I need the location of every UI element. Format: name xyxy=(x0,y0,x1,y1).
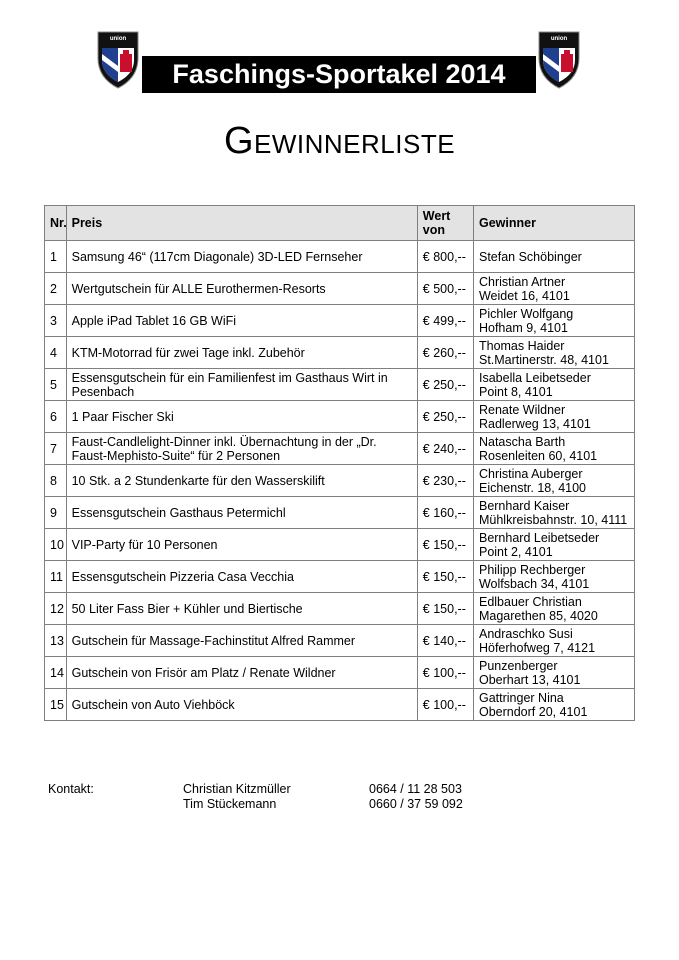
title-initial: G xyxy=(223,120,255,162)
cell-preis: Samsung 46“ (117cm Diagonale) 3D-LED Fernseher xyxy=(66,241,417,273)
cell-nr: 7 xyxy=(45,433,67,465)
cell-wert: € 250,-- xyxy=(417,401,473,433)
cell-wert: € 500,-- xyxy=(417,273,473,305)
cell-gewinner xyxy=(473,561,634,593)
table-row xyxy=(45,593,635,625)
logo-text: union xyxy=(109,36,127,42)
cell-wert: € 230,-- xyxy=(417,465,473,497)
cell-wert: € 499,-- xyxy=(417,305,473,337)
winner-name: Gattringer Nina xyxy=(478,690,564,705)
table-row xyxy=(45,689,635,721)
cell-preis: Gutschein von Auto Viehböck xyxy=(66,689,417,721)
cell-wert: € 150,-- xyxy=(417,529,473,561)
winner-address: Rosenleiten 60, 4101 xyxy=(478,448,598,463)
header-wert: Wert von xyxy=(417,206,473,241)
winner-address: St.Martinerstr. 48, 4101 xyxy=(478,352,609,367)
cell-nr: 5 xyxy=(45,369,67,401)
cell-wert: € 160,-- xyxy=(417,497,473,529)
cell-nr: 9 xyxy=(45,497,67,529)
cell-nr: 13 xyxy=(45,625,67,657)
cell-gewinner xyxy=(473,625,634,657)
table-row xyxy=(45,625,635,657)
table-header-row xyxy=(45,206,635,241)
winner-name: Andraschko Susi xyxy=(478,626,573,641)
winners-table-body xyxy=(45,241,635,721)
winner-name: Edlbauer Christian xyxy=(478,594,582,609)
cell-preis: 10 Stk. a 2 Stundenkarte für den Wasserskilift xyxy=(66,465,417,497)
contact-name: Christian Kitzmüller xyxy=(183,782,291,796)
title-rest: EWINNERLISTE xyxy=(254,129,456,159)
header-gewinner: Gewinner xyxy=(473,206,634,241)
cell-wert: € 100,-- xyxy=(417,689,473,721)
contact-phone: 0660 / 37 59 092 xyxy=(369,797,463,811)
cell-gewinner xyxy=(473,465,634,497)
winner-address: Höferhofweg 7, 4121 xyxy=(478,640,596,655)
table-row xyxy=(45,369,635,401)
table-row xyxy=(45,465,635,497)
cell-gewinner xyxy=(473,657,634,689)
cell-gewinner xyxy=(473,369,634,401)
table-row xyxy=(45,497,635,529)
cell-preis: Faust-Candlelight-Dinner inkl. Übernachtung in der „Dr. Faust-Mephisto-Suite“ für 2 Personen xyxy=(66,433,417,465)
winner-name: Bernhard Kaiser xyxy=(478,498,570,513)
winner-name: Christian Artner xyxy=(478,274,566,289)
cell-wert: € 100,-- xyxy=(417,657,473,689)
table-row xyxy=(45,401,635,433)
winner-name: Philipp Rechberger xyxy=(478,562,586,577)
header-nr: Nr. xyxy=(45,206,67,241)
cell-nr: 15 xyxy=(45,689,67,721)
page-title xyxy=(0,120,679,163)
winner-name: Bernhard Leibetseder xyxy=(478,530,600,545)
cell-preis: Essensgutschein Pizzeria Casa Vecchia xyxy=(66,561,417,593)
cell-preis: Gutschein von Frisör am Platz / Renate Wildner xyxy=(66,657,417,689)
cell-nr: 8 xyxy=(45,465,67,497)
cell-preis: 50 Liter Fass Bier + Kühler und Biertische xyxy=(66,593,417,625)
table-row xyxy=(45,657,635,689)
table-row xyxy=(45,561,635,593)
winner-address: Point 2, 4101 xyxy=(478,544,553,559)
cell-preis: Gutschein für Massage-Fachinstitut Alfred Rammer xyxy=(66,625,417,657)
winner-name: Thomas Haider xyxy=(478,338,565,353)
cell-nr: 2 xyxy=(45,273,67,305)
winner-address: Point 8, 4101 xyxy=(478,384,553,399)
table-row xyxy=(45,529,635,561)
table-row xyxy=(45,241,635,273)
cell-gewinner xyxy=(473,241,634,273)
table-row xyxy=(45,433,635,465)
cell-preis: Apple iPad Tablet 16 GB WiFi xyxy=(66,305,417,337)
cell-wert: € 800,-- xyxy=(417,241,473,273)
table-row xyxy=(45,337,635,369)
svg-text:union: union xyxy=(550,36,568,42)
cell-nr: 4 xyxy=(45,337,67,369)
winner-address: Hofham 9, 4101 xyxy=(478,320,568,335)
cell-wert: € 150,-- xyxy=(417,593,473,625)
winner-name: Natascha Barth xyxy=(478,434,566,449)
winner-name: Punzenberger xyxy=(478,658,558,673)
winners-table xyxy=(44,205,635,721)
cell-preis: KTM-Motorrad für zwei Tage inkl. Zubehör xyxy=(66,337,417,369)
cell-gewinner xyxy=(473,593,634,625)
cell-nr: 10 xyxy=(45,529,67,561)
winner-address: Oberhart 13, 4101 xyxy=(478,672,581,687)
union-club-logo xyxy=(537,28,581,90)
cell-preis: VIP-Party für 10 Personen xyxy=(66,529,417,561)
cell-wert: € 260,-- xyxy=(417,337,473,369)
cell-nr: 14 xyxy=(45,657,67,689)
cell-wert: € 140,-- xyxy=(417,625,473,657)
winner-name: Isabella Leibetseder xyxy=(478,370,591,385)
cell-gewinner xyxy=(473,497,634,529)
cell-wert: € 150,-- xyxy=(417,561,473,593)
table-row xyxy=(45,273,635,305)
contact-phones xyxy=(369,782,463,812)
winner-name: Pichler Wolfgang xyxy=(478,306,574,321)
winner-address: Wolfsbach 34, 4101 xyxy=(478,576,590,591)
header-preis: Preis xyxy=(66,206,417,241)
contact-label: Kontakt: xyxy=(48,782,94,796)
cell-gewinner xyxy=(473,529,634,561)
union-club-logo xyxy=(96,28,140,90)
table-row xyxy=(45,305,635,337)
cell-gewinner xyxy=(473,337,634,369)
cell-wert: € 240,-- xyxy=(417,433,473,465)
winner-address: Magarethen 85, 4020 xyxy=(478,608,598,623)
cell-gewinner xyxy=(473,401,634,433)
winner-address: Weidet 16, 4101 xyxy=(478,288,570,303)
cell-gewinner xyxy=(473,433,634,465)
cell-nr: 12 xyxy=(45,593,67,625)
winner-name: Renate Wildner xyxy=(478,402,566,417)
winner-name: Christina Auberger xyxy=(478,466,583,481)
event-title-banner: Faschings-Sportakel 2014 xyxy=(142,56,536,93)
cell-nr: 3 xyxy=(45,305,67,337)
contact-names xyxy=(183,782,291,812)
cell-wert: € 250,-- xyxy=(417,369,473,401)
cell-preis: 1 Paar Fischer Ski xyxy=(66,401,417,433)
winner-address: Oberndorf 20, 4101 xyxy=(478,704,588,719)
winner-address: Eichenstr. 18, 4100 xyxy=(478,480,587,495)
cell-gewinner xyxy=(473,689,634,721)
cell-preis: Essensgutschein für ein Familienfest im Gasthaus Wirt in Pesenbach xyxy=(66,369,417,401)
contact-phone: 0664 / 11 28 503 xyxy=(369,782,462,796)
cell-preis: Essensgutschein Gasthaus Petermichl xyxy=(66,497,417,529)
cell-gewinner xyxy=(473,305,634,337)
cell-preis: Wertgutschein für ALLE Eurothermen-Resorts xyxy=(66,273,417,305)
cell-nr: 1 xyxy=(45,241,67,273)
winner-name: Stefan Schöbinger xyxy=(478,249,582,264)
contact-name: Tim Stückemann xyxy=(183,797,277,811)
cell-nr: 6 xyxy=(45,401,67,433)
winner-address: Radlerweg 13, 4101 xyxy=(478,416,591,431)
winner-address: Mühlkreisbahnstr. 10, 4111 xyxy=(478,512,628,527)
cell-gewinner xyxy=(473,273,634,305)
cell-nr: 11 xyxy=(45,561,67,593)
